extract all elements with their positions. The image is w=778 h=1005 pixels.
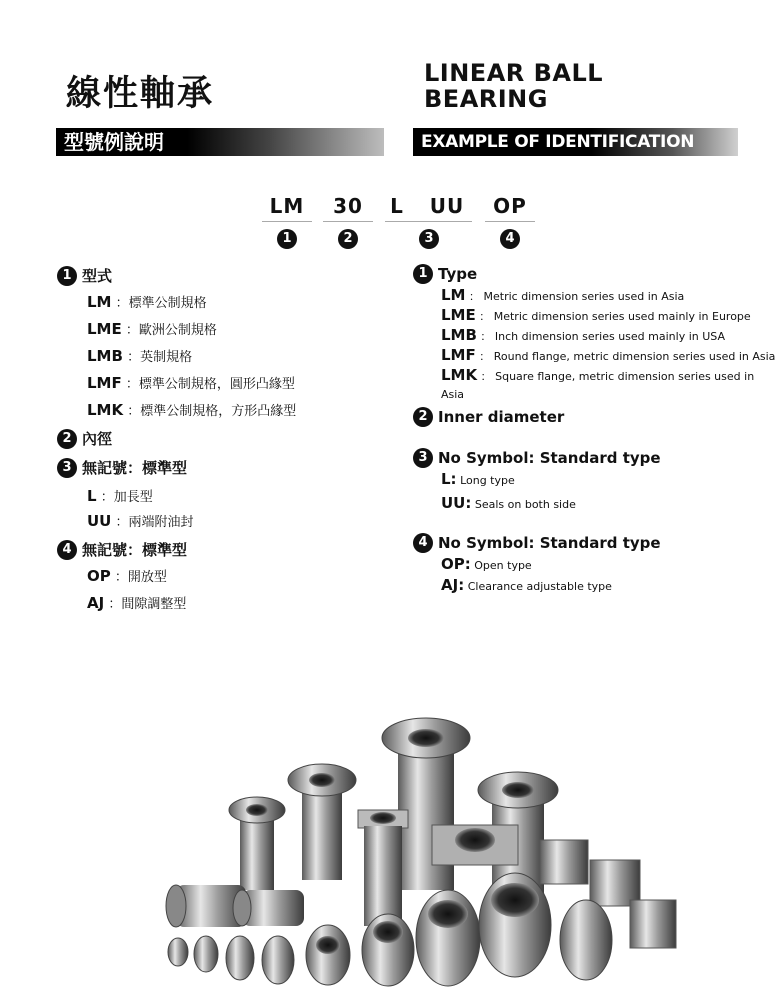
en-type-row: LM ： Metric dimension series used in Asia	[441, 286, 685, 304]
cn-marker-1: 1	[57, 266, 77, 286]
en-section-2-title: Inner diameter	[438, 408, 565, 426]
section-bar-english: EXAMPLE OF IDENTIFICATION NUMBER	[413, 128, 738, 156]
square-flange-bearing	[432, 825, 518, 865]
title-chinese: 線性軸承	[66, 74, 215, 114]
cn-section-1-title: 型式	[82, 267, 113, 285]
square-flange-bearing	[358, 810, 408, 926]
cn-option-row: AJ ：間隙調整型	[87, 594, 187, 612]
cn-option-row: L ：加長型	[87, 487, 153, 505]
code-marker-4: 4	[500, 229, 520, 249]
en-marker-1: 1	[413, 264, 433, 284]
code-part-30: 30	[333, 194, 363, 218]
code-part-lm: LM	[269, 194, 305, 218]
en-section-1-title: Type	[438, 265, 478, 283]
en-option-row: L: Long type	[441, 470, 515, 488]
en-type-row: LME ： Metric dimension series used mainly in Europe	[441, 306, 751, 324]
en-marker-4: 4	[413, 533, 433, 553]
code-part-op: OP	[493, 194, 527, 218]
cn-marker-3: 3	[57, 458, 77, 478]
cn-type-row: LMB ：英制規格	[87, 347, 193, 365]
cn-type-row: LM ：標準公制規格	[87, 293, 207, 311]
cn-section-2-title: 內徑	[82, 430, 113, 448]
cn-marker-4: 4	[57, 540, 77, 560]
cn-option-row: UU ：兩端附油封	[87, 512, 194, 530]
cn-type-row: LMK ：標準公制規格，方形凸緣型	[87, 401, 297, 419]
cn-marker-2: 2	[57, 429, 77, 449]
en-section-3-title: No Symbol: Standard type	[438, 449, 661, 467]
title-english	[424, 60, 603, 112]
code-marker-3: 3	[419, 229, 439, 249]
flanged-bearing-small	[229, 797, 285, 890]
bearings-product-photo	[150, 700, 710, 990]
cn-option-row: OP ：開放型	[87, 567, 167, 585]
cn-type-row: LME ：歐洲公制規格	[87, 320, 217, 338]
en-marker-3: 3	[413, 448, 433, 468]
code-underline	[262, 221, 312, 222]
flanged-bearing-small	[288, 764, 356, 880]
linear-bearing-row	[166, 885, 304, 927]
en-option-row: UU: Seals on both side	[441, 494, 576, 512]
code-underline	[385, 221, 472, 222]
en-type-row: LMK ： Square flange, metric dimension series used in Asia	[441, 366, 755, 401]
cn-type-row: LMF ：標準公制規格，圓形凸緣型	[87, 374, 295, 392]
code-underline	[323, 221, 373, 222]
cn-section-4-title: 無記號：標準型	[82, 541, 188, 559]
en-marker-2: 2	[413, 407, 433, 427]
title-english-line2: BEARING	[424, 85, 548, 113]
en-type-row: LMB ： Inch dimension series used mainly in USA	[441, 326, 725, 344]
en-option-row: AJ: Clearance adjustable type	[441, 576, 612, 594]
cn-section-3-title: 無記號：標準型	[82, 459, 188, 477]
en-section-4-title: No Symbol: Standard type	[438, 534, 661, 552]
code-marker-1: 1	[277, 229, 297, 249]
code-marker-2: 2	[338, 229, 358, 249]
en-option-row: OP: Open type	[441, 555, 532, 573]
title-english-line1: LINEAR BALL	[424, 59, 604, 87]
section-bar-chinese: 型號例說明	[56, 128, 384, 156]
code-underline	[485, 221, 535, 222]
en-type-row: LMF ： Round flange, metric dimension series used in Asia	[441, 346, 776, 364]
code-part-uu: UU	[429, 194, 465, 218]
code-part-l: L	[390, 194, 404, 218]
